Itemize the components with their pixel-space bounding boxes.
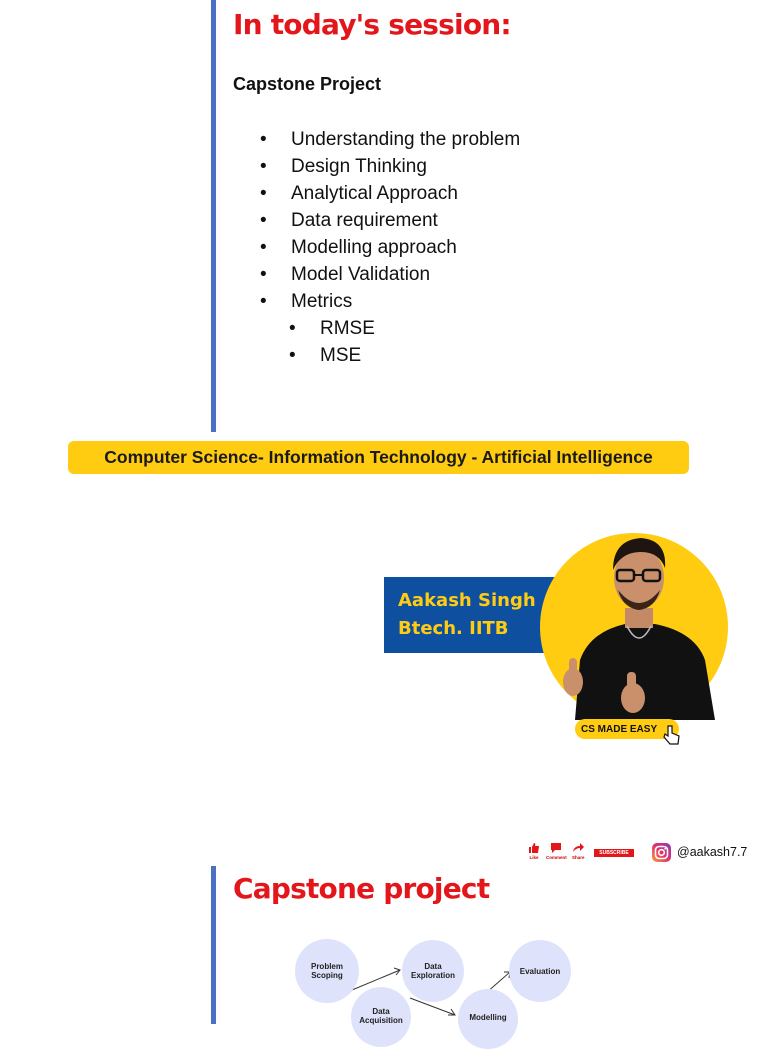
flow-node-evaluation: Evaluation — [509, 940, 571, 1002]
flow-node-data-exploration: Data Exploration — [402, 940, 464, 1002]
list-item-label: Metrics — [291, 291, 353, 312]
list-item: • Data requirement — [260, 207, 520, 234]
agenda-list — [260, 126, 520, 369]
presenter-name: Aakash Singh — [398, 590, 536, 611]
thumbs-up-icon — [528, 842, 540, 854]
presenter-photo — [555, 520, 725, 720]
instagram-handle[interactable]: @aakash7.7 — [677, 845, 748, 859]
share-arrow-icon — [572, 842, 584, 854]
slide-accent-bar — [211, 0, 216, 432]
sublist-item: • RMSE — [289, 315, 520, 342]
subscribe-button[interactable]: SUBSCRIBE — [594, 849, 634, 857]
list-item-metrics — [260, 288, 520, 369]
list-item: • Analytical Approach — [260, 180, 520, 207]
metrics-sublist — [289, 315, 520, 369]
presenter-card — [384, 577, 556, 653]
list-item: • Model Validation — [260, 261, 520, 288]
like-action[interactable] — [528, 842, 540, 860]
list-item: • Understanding the problem — [260, 126, 520, 153]
flow-node-modelling: Modelling — [458, 989, 518, 1049]
slide-subtitle: Capstone Project — [233, 74, 382, 94]
like-label: Like — [529, 855, 539, 860]
comment-action[interactable] — [546, 842, 567, 860]
flow-node-data-acquisition: Data Acquisition — [351, 987, 411, 1047]
instagram-icon — [652, 843, 671, 862]
sublist-item: • MSE — [289, 342, 520, 369]
list-item: • Design Thinking — [260, 153, 520, 180]
flow-node-problem-scoping: Problem Scoping — [295, 939, 359, 1003]
slide-accent-bar — [211, 866, 216, 1024]
slide-title: Capstone project — [233, 872, 490, 905]
list-item: • Modelling approach — [260, 234, 520, 261]
topic-banner: Computer Science- Information Technology - Artificial Intelligence — [68, 441, 689, 474]
comment-icon — [550, 842, 562, 854]
pointer-hand-icon — [662, 724, 682, 746]
presenter-degree: Btech. IITB — [398, 618, 509, 639]
share-action[interactable] — [572, 842, 585, 860]
share-label: Share — [572, 855, 585, 860]
brand-badge: CS MADE EASY — [575, 719, 679, 739]
slide-title: In today's session: — [233, 8, 511, 41]
comment-label: Comment — [546, 855, 567, 860]
